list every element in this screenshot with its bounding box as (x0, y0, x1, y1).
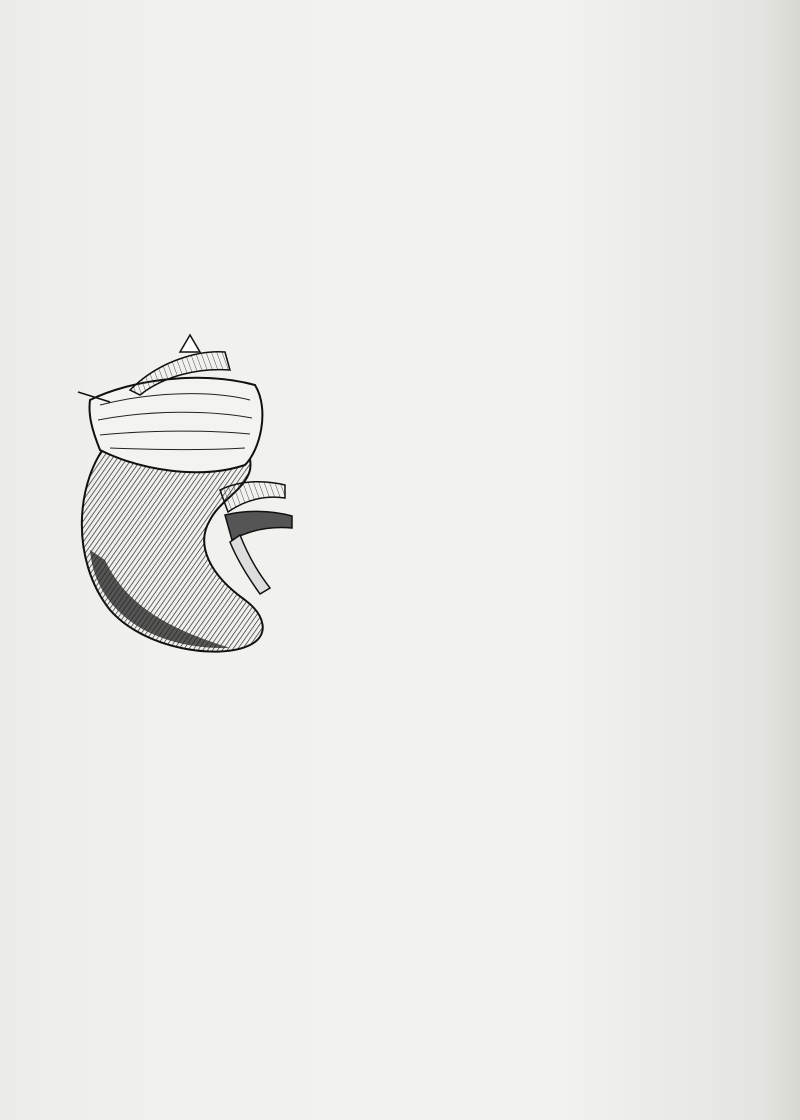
kidney-engraving-icon (70, 330, 300, 690)
kidney-illustration (70, 330, 300, 690)
